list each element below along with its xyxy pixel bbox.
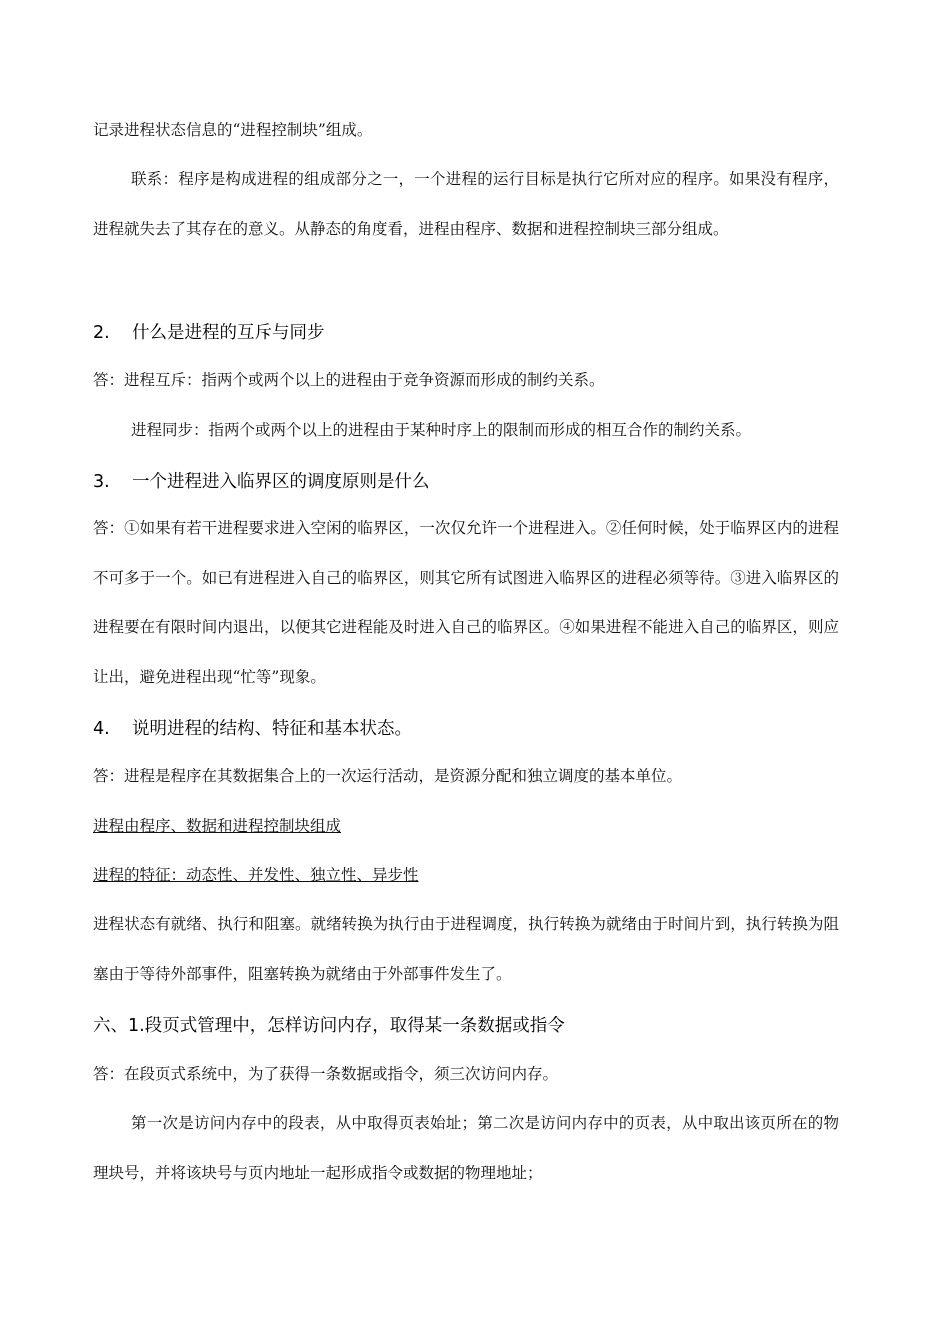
question-2-heading [93, 318, 839, 348]
section-6-question-1-heading: 六、1.段页式管理中，怎样访问内存，取得某一条数据或指令 [93, 1016, 565, 1036]
answer-4-features-text: 进程的特征：动态性、并发性、独立性、异步性 [93, 866, 419, 884]
answer-4-states: 进程状态有就绪、执行和阻塞。就绪转换为执行由于进程调度，执行转换为就绪由于时间片到，执行转换为阻塞由于等待外部事件，阻塞转换为就绪由于外部事件发生了。 [93, 915, 839, 983]
answer-4-structure [93, 802, 839, 852]
answer-2-mutex: 答：进程互斥：指两个或两个以上的进程由于竞争资源而形成的制约关系。 [93, 371, 605, 389]
question-4-number: 4. [93, 719, 110, 739]
question-4-title: 说明进程的结构、特征和基本状态。 [132, 719, 412, 739]
answer-4-structure-text: 进程由程序、数据和进程控制块组成 [93, 817, 342, 835]
question-3-title: 一个进程进入临界区的调度原则是什么 [132, 472, 430, 492]
paragraph-pcb-composition: 记录进程状态信息的“进程控制块”组成。 [93, 121, 373, 139]
paragraph-relation: 联系：程序是构成进程的组成部分之一，一个进程的运行目标是执行它所对应的程序。如果没有程序，进程就失去了其存在的意义。从静态的角度看，进程由程序、数据和进程控制块三部分组成。 [93, 170, 839, 238]
question-2-title: 什么是进程的互斥与同步 [132, 323, 325, 343]
answer-2-sync: 进程同步：指两个或两个以上的进程由于某种时序上的限制而形成的相互合作的制约关系。 [131, 421, 752, 439]
question-2-number: 2. [93, 323, 110, 343]
question-4-heading [93, 714, 839, 744]
answer-6-detail: 第一次是访问内存中的段表，从中取得页表始址；第二次是访问内存中的页表，从中取出该页所在的物理块号，并将该块号与页内地址一起形成指令或数据的物理地址； [93, 1114, 839, 1182]
answer-4-definition: 答：进程是程序在其数据集合上的一次运行活动，是资源分配和独立调度的基本单位。 [93, 767, 683, 785]
answer-6-intro: 答：在段页式系统中，为了获得一条数据或指令，须三次访问内存。 [93, 1065, 559, 1083]
question-3-heading [93, 467, 839, 497]
answer-4-features [93, 851, 839, 901]
question-3-number: 3. [93, 472, 110, 492]
answer-3: 答：①如果有若干进程要求进入空闲的临界区，一次仅允许一个进程进入。②任何时候，处于临界区内的进程不可多于一个。如已有进程进入自己的临界区，则其它所有试图进入临界区的进程必须等待。③进入临界区的进程要在有限时间内退出，以便其它进程能及时进入自己的临界区。④如果进程不能进入自己的临界区，则应让出，避免进程出现“忙等”现象。 [93, 519, 839, 686]
